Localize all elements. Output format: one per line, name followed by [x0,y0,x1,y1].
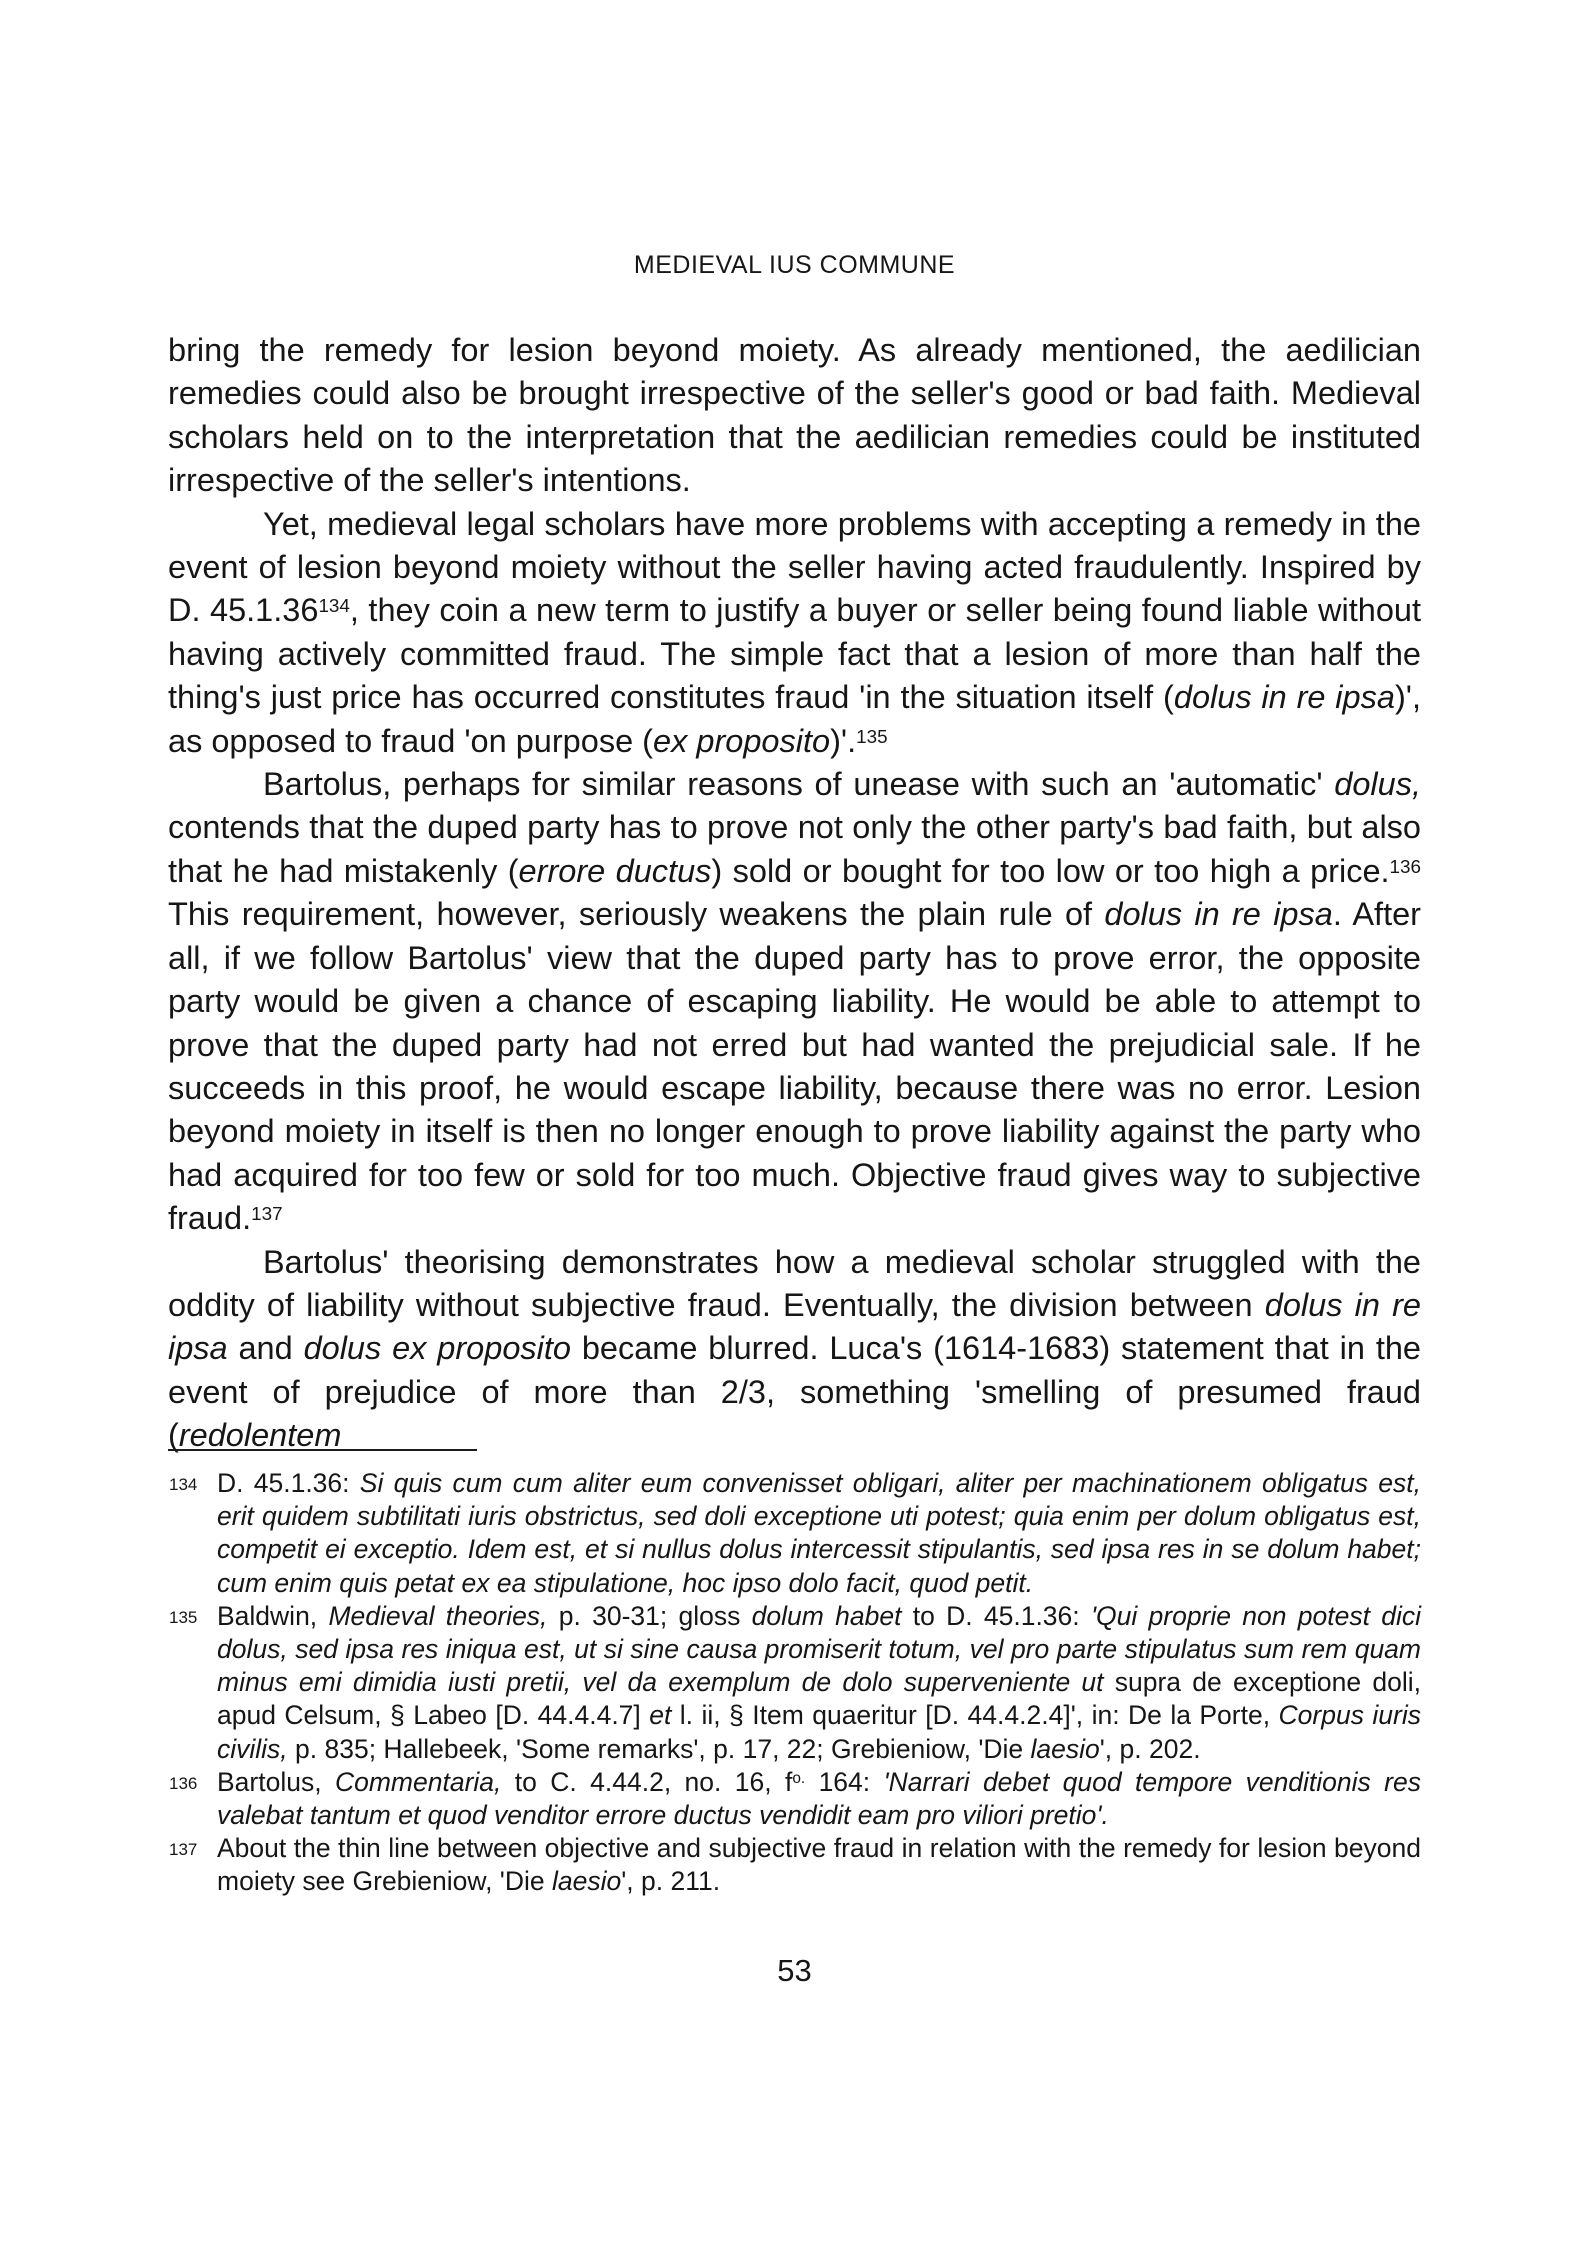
footnote-number: 135 [169,1607,198,1627]
footnote-separator [168,1449,477,1451]
footnote-text: D. 45.1.36: Si quis cum cum aliter eum convenisset obligari, aliter per machinationem obligatus est, erit quidem subtilitati iuris obstrictus, sed doli exceptione uti potest; quia enim per dolum obligatus est, competit ei exceptio. Idem est, et si nullus dolus intercessit stipulantis, sed ipsa res in se dolum habet; cum enim quis petat ex ea stipulatione, hoc ipso dolo facit, quod petit. [217,1468,1421,1598]
paragraph: Yet, medieval legal scholars have more problems with accepting a remedy in the event of lesion beyond moiety without the seller having acted fraudulently. Inspired by D. 45.1.36$^{134}$, they coin a new term to justify a buyer or seller being found liable without having actively committed fraud. The simple fact that a lesion of more than half the thing's just price has occurred constitutes fraud 'in the situation itself (dolus in re ipsa)', as opposed to fraud 'on purpose (ex proposito)'.$^{135}$ [168,505,1421,759]
footnote-number: 134 [169,1475,198,1494]
body-text [168,329,1421,1458]
paragraph: Bartolus, perhaps for similar reasons of unease with such an 'automatic' dolus, contends that the duped party has to prove not only the other party's bad faith, but also that he had mistakenly (errore ductus) sold or bought for too low or too high a price.$^{136}$ This requirement, however, seriously weakens the plain rule of dolus in re ipsa. After all, if we follow Bartolus' view that the duped party has to prove error, the opposite party would be given a chance of escaping liability. He would be able to attempt to prove that the duped party had not erred but had wanted the prejudicial sale. If he succeeds in this proof, he would escape liability, because there was no error. Lesion beyond moiety in itself is then no longer enough to prove liability against the party who had acquired for too few or sold for too much. Objective fraud gives way to subjective fraud.$^{137}$ [168,766,1422,1237]
paragraph: bring the remedy for lesion beyond moiety. As already mentioned, the aedilician remedies could also be brought irrespective of the seller's good or bad faith. Medieval scholars held on to the interpretation that the aedilician remedies could be instituted irrespective of the seller's intentions. [168,332,1421,499]
footnote [168,1600,1421,1766]
page-header-title: MEDIEVAL IUS COMMUNE [633,251,956,279]
footnote-text: Bartolus, Commentaria, to C. 4.44.2, no. 16, $f^{o.}$ 164: 'Narrari debet quod tempore venditionis res valebat tantum et quod venditor errore ductus vendidit eam pro viliori pretio'. [217,1766,1421,1831]
footnote-number: 136 [169,1773,198,1793]
footnote [168,1766,1421,1832]
footnote [168,1832,1421,1898]
footnote [168,1467,1421,1600]
paragraph: Bartolus' theorising demonstrates how a medieval scholar struggled with the oddity of liability without subjective fraud. Eventually, the division between dolus in re ipsa and dolus ex proposito became blurred. Luca's (1614-1683) statement that in the event of prejudice of more than 2/3, something 'smelling of presumed fraud (redolentem [168,1243,1421,1454]
footnotes-section [168,1449,1421,1899]
footnote-text: Baldwin, Medieval theories, p. 30-31; gloss dolum habet to D. 45.1.36: 'Qui proprie non potest dici dolus, sed ipsa res iniqua est, ut si sine causa promiserit totum, vel pro parte stipulatus sum rem quam minus emi dimidia iusti pretii, vel da exemplum de dolo superveniente ut supra de exceptione doli, apud Celsum, § Labeo [D. 44.4.4.7] et l. ii, § Item quaeritur [D. 44.4.2.4]', in: De la Porte, Corpus iuris civilis, p. 835; Hallebeek, 'Some remarks', p. 17, 22; Grebieniow, 'Die laesio', p. 202. [217,1600,1422,1764]
footnote-number: 137 [169,1840,198,1860]
footnote-text: About the thin line between objective and subjective fraud in relation with the remedy for lesion beyond moiety see Grebieniow, 'Die laesio', p. 211. [217,1833,1421,1897]
page-number: 53 [777,1953,812,1988]
